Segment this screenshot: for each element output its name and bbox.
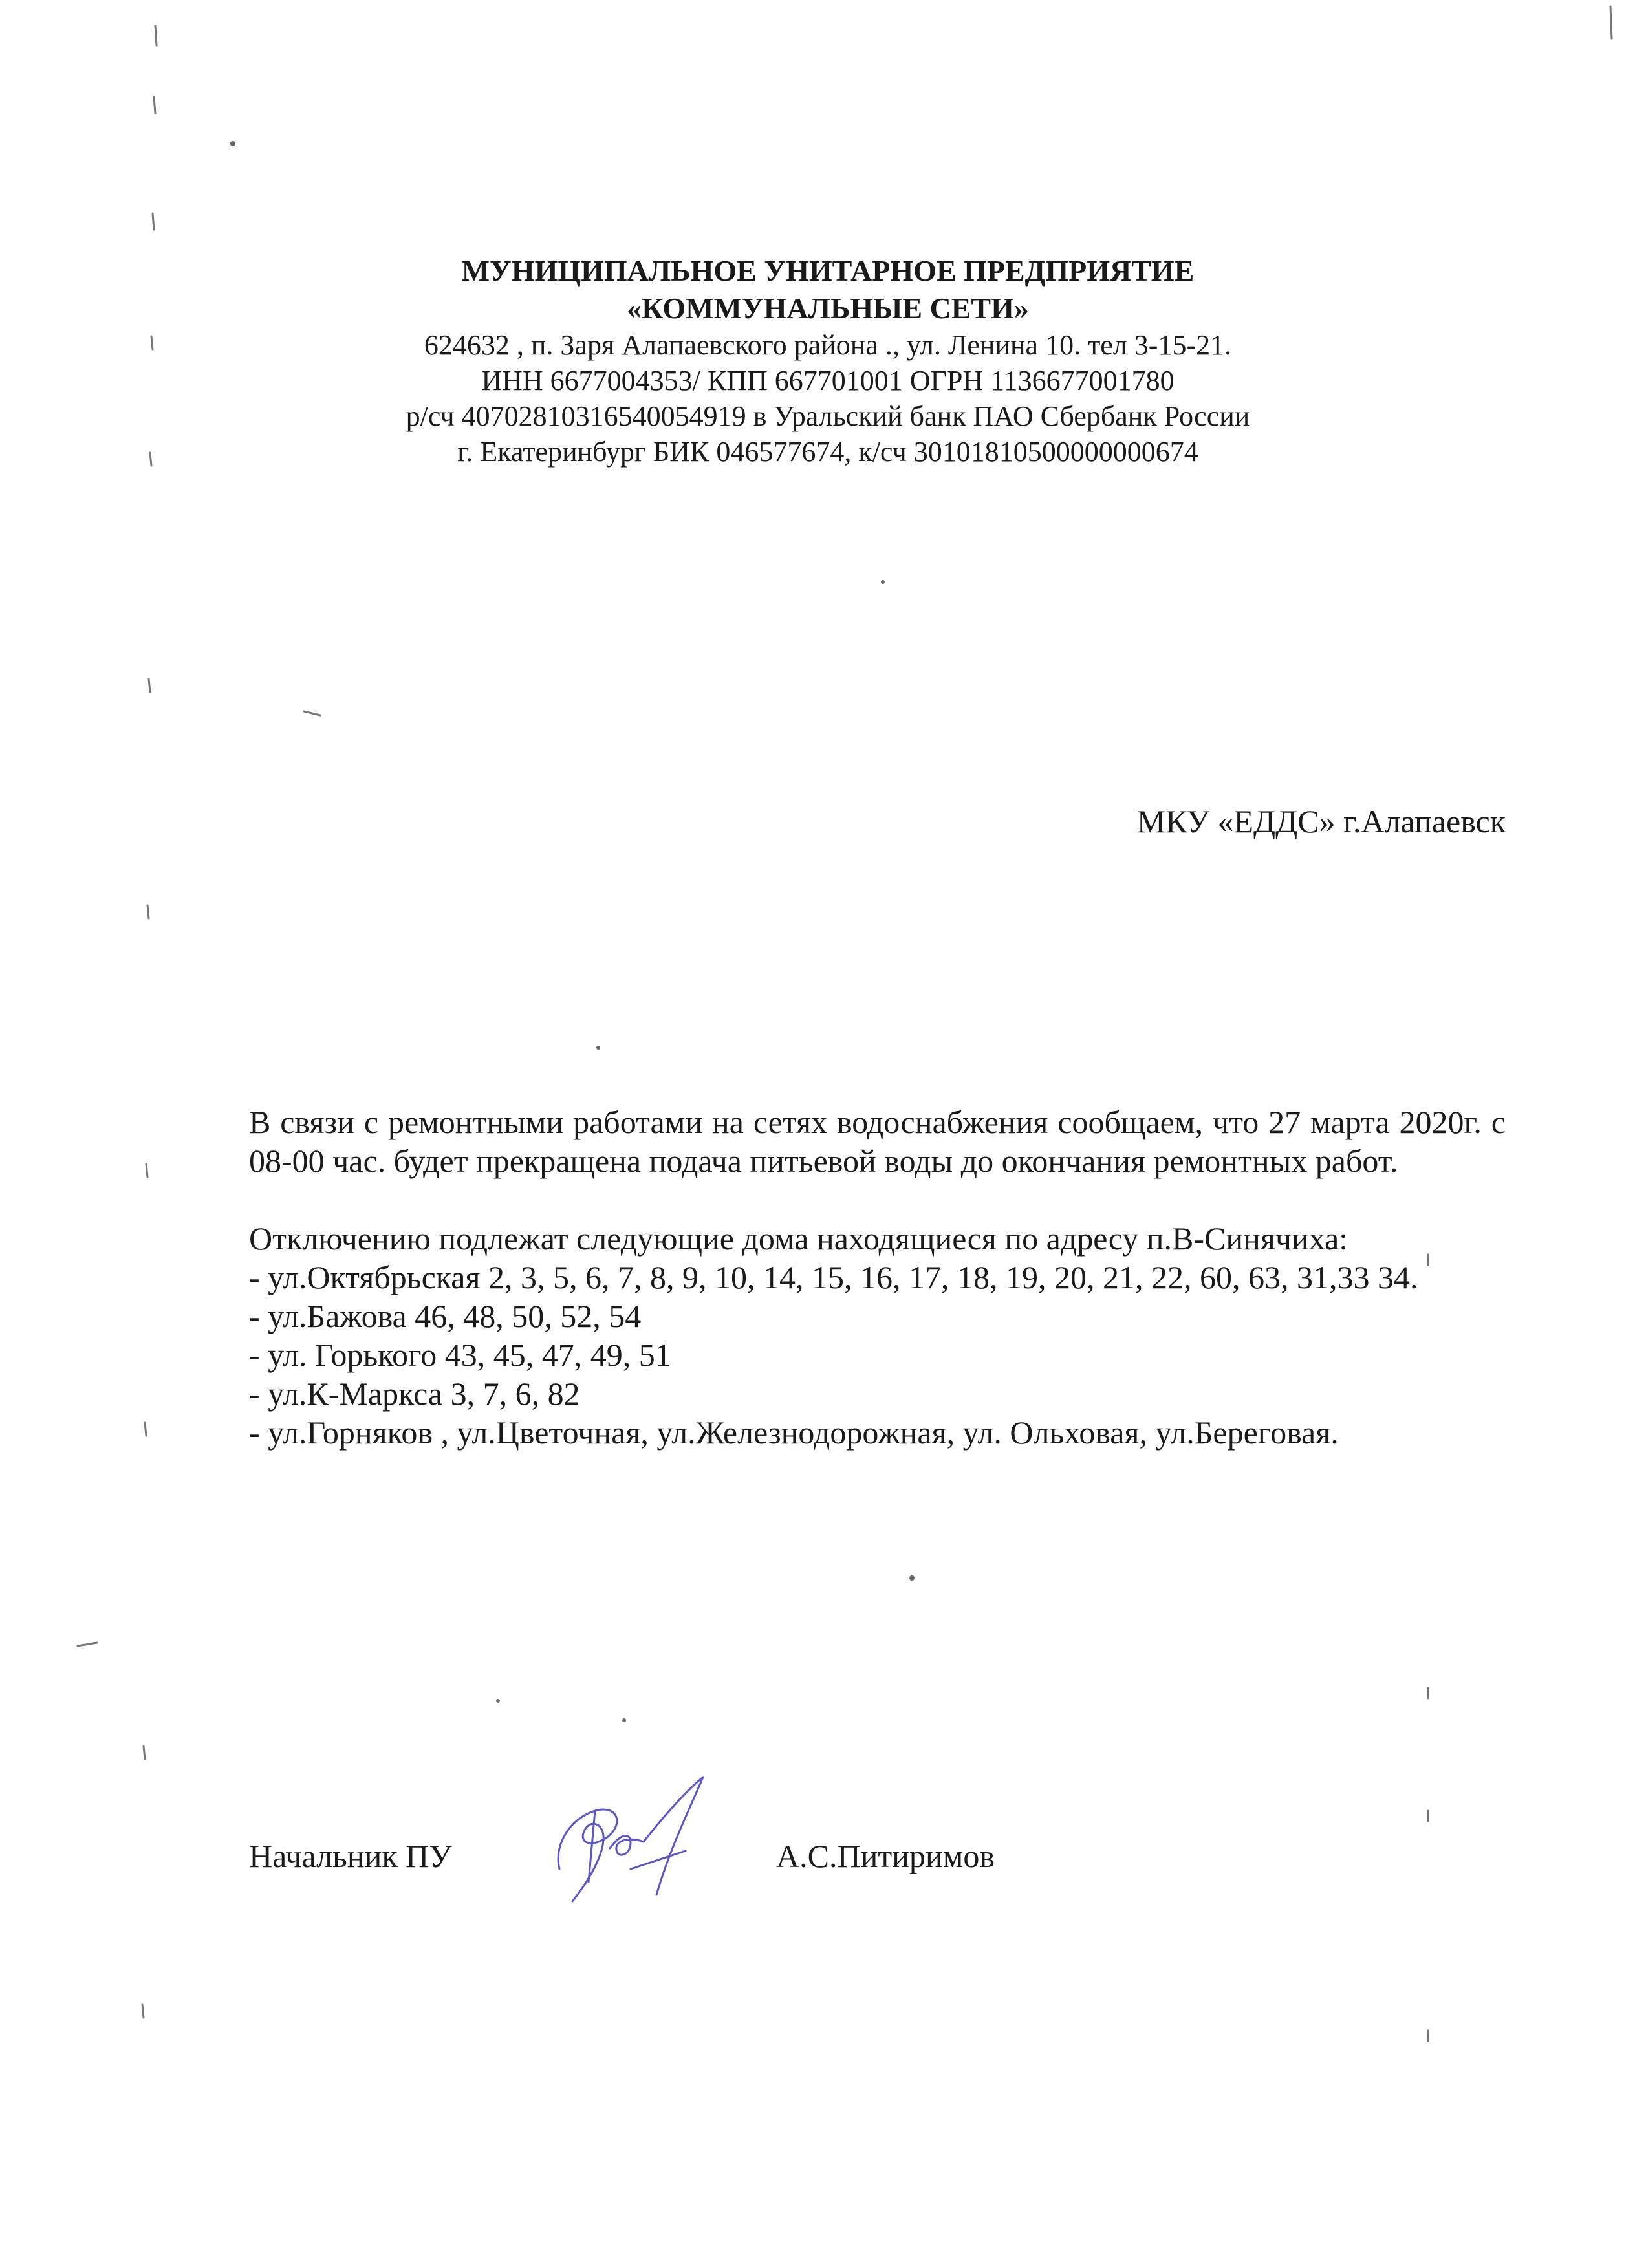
address-list-item: - ул.Горняков , ул.Цветочная, ул.Железнодорожная, ул. Ольховая, ул.Береговая. — [249, 1414, 1339, 1451]
signatory-name: А.С.Питиримов — [776, 1838, 995, 1874]
address-list-item: - ул.К-Маркса 3, 7, 6, 82 — [249, 1376, 580, 1412]
letterhead — [259, 252, 1397, 470]
org-address: 624632 , п. Заря Алапаевского района ., ул. Ленина 10. тел 3-15-21. — [424, 329, 1232, 361]
org-name: «КОММУНАЛЬНЫЕ СЕТИ» — [627, 292, 1029, 325]
paragraph-spacer — [249, 1180, 1506, 1219]
address-list-item: - ул.Бажова 46, 48, 50, 52, 54 — [249, 1298, 642, 1334]
letter-body — [249, 1103, 1506, 1452]
org-type: МУНИЦИПАЛЬНОЕ УНИТАРНОЕ ПРЕДПРИЯТИЕ — [461, 254, 1195, 287]
body-paragraph-1: В связи с ремонтными работами на сетях водоснабжения сообщаем, что 27 марта 2020г. с 08-00 час. будет прекращена подача питьевой воды до окончания ремонтных работ. — [249, 1104, 1506, 1179]
signature-block — [249, 1824, 1506, 1901]
address-list-item: - ул. Горького 43, 45, 47, 49, 51 — [249, 1337, 671, 1373]
body-paragraph-2: Отключению подлежат следующие дома находящиеся по адресу п.В-Синячиха: — [249, 1220, 1348, 1257]
handwritten-signature — [534, 1772, 728, 1914]
org-tax-ids: ИНН 6677004353/ КПП 667701001 ОГРН 1136677001780 — [481, 365, 1175, 396]
recipient: МКУ «ЕДДС» г.Алапаевск — [1136, 803, 1506, 839]
org-bank-account: р/сч 40702810316540054919 в Уральский банк ПАО Сбербанк России — [406, 400, 1250, 432]
org-bank-details: г. Екатеринбург БИК 046577674, к/сч 30101810500000000674 — [457, 436, 1198, 468]
address-list-item: - ул.Октябрьская 2, 3, 5, 6, 7, 8, 9, 10, 14, 15, 16, 17, 18, 19, 20, 21, 22, 60, 63, 31,33 34. — [249, 1259, 1418, 1295]
signatory-position: Начальник ПУ — [249, 1838, 452, 1874]
